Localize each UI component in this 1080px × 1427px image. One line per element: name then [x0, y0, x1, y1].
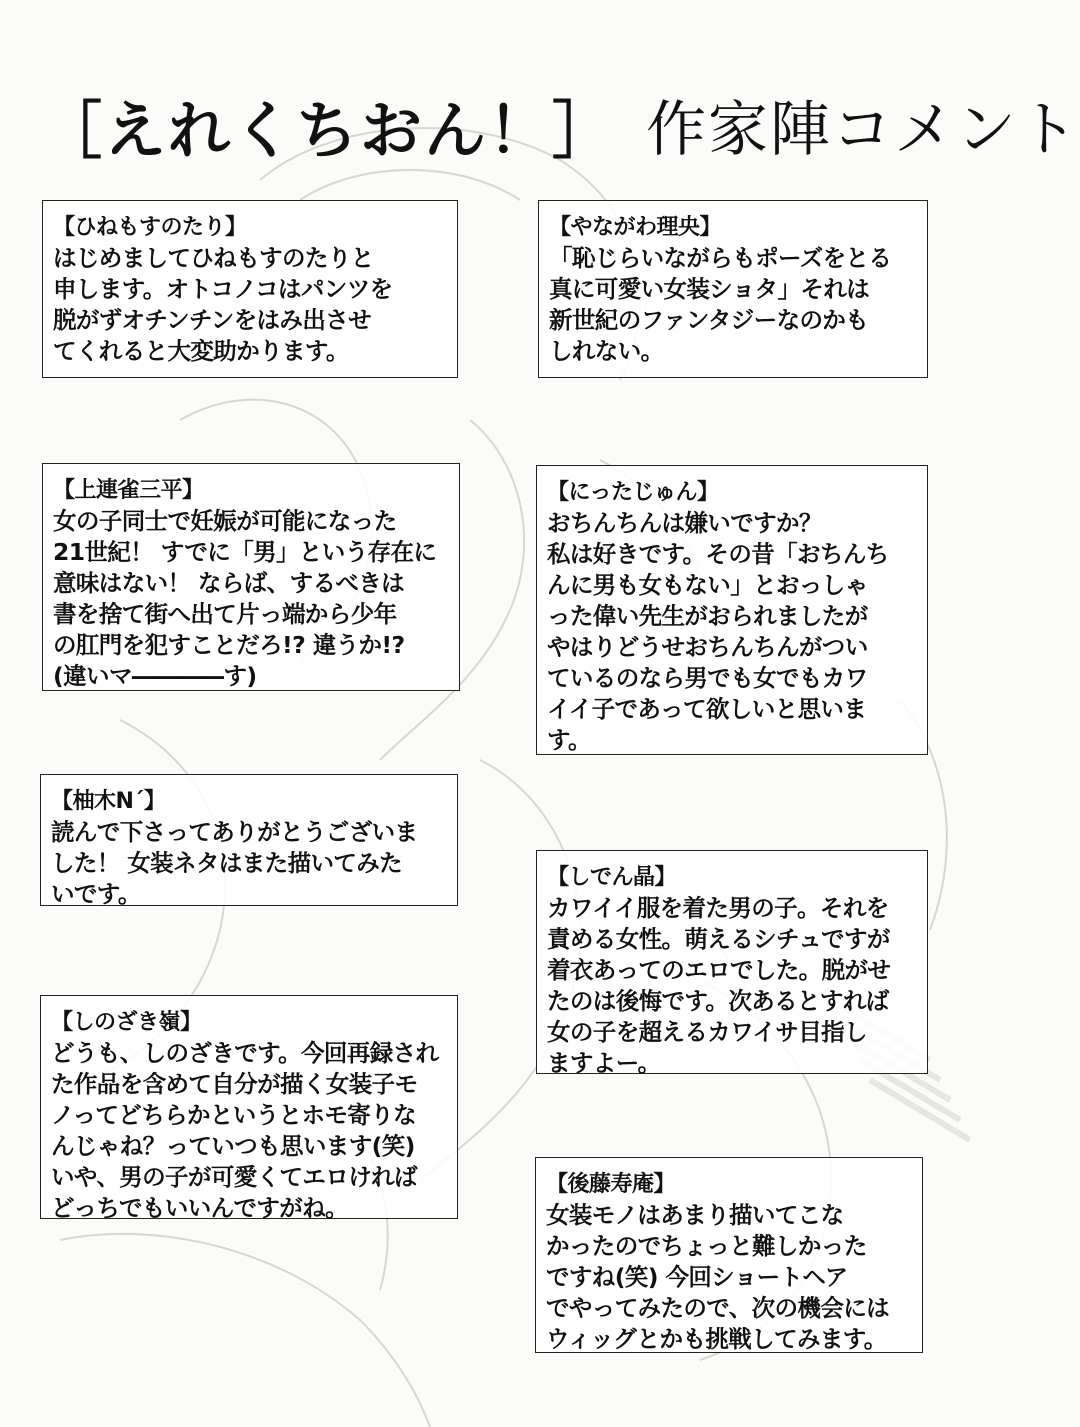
comment-line: ウィッグとかも挑戦してみます。: [546, 1325, 887, 1353]
comment-line: カワイイ服を着た男の子。それを: [547, 894, 889, 922]
comment-line: どっちでもいいんですがね。: [51, 1194, 348, 1222]
comment-line: ですね(笑) 今回ショートヘア: [546, 1263, 848, 1291]
author-name: 【しでん晶】: [547, 865, 677, 890]
author-name: 【柚木N´】: [51, 789, 166, 814]
comment-line: 真に可愛い女装ショタ」それは: [549, 275, 870, 303]
comment-box-2: [538, 200, 928, 378]
comment-line: おちんちんは嫌いですか？: [547, 509, 822, 537]
comment-line: かったのでちょっと難しかった: [546, 1232, 867, 1260]
title-main: ［えれくちおん！］: [40, 93, 617, 167]
comment-box-3: [42, 463, 460, 691]
comment-box-5: [40, 774, 458, 906]
comment-line: 女の子同士で妊娠が可能になった: [53, 507, 397, 535]
comment-line: 書を捨て街へ出て片っ端から少年: [53, 600, 397, 628]
comment-line: 私は好きです。その昔「おちんち: [547, 540, 889, 568]
comment-line: 脱がずオチンチンをはみ出させ: [53, 306, 372, 334]
comment-line: (違いマ――――す): [53, 662, 257, 690]
comment-line: の肛門を犯すことだろ!? 違うか!?: [53, 631, 405, 659]
comment-line: した！ 女装ネタはまた描いてみた: [51, 849, 403, 877]
comment-box-6: [536, 850, 928, 1077]
comment-line: 着衣あってのエロでした。脱がせ: [547, 956, 891, 984]
comment-line: 意味はない！ ならば、するべきは: [53, 569, 405, 597]
comment-line: どうも、しのざきです。今回再録され: [51, 1039, 439, 1067]
comment-box-7: [40, 995, 458, 1222]
comment-line: てくれると大変助かります。: [53, 337, 349, 365]
comment-box-4: [536, 465, 928, 755]
comment-line: 申します。オトコノコはパンツを: [53, 275, 393, 303]
comment-line: んに男も女もない」とおっしゃ: [547, 571, 868, 599]
comment-box-1: [42, 200, 458, 378]
comment-line: 女装モノはあまり描いてこな: [546, 1201, 844, 1229]
comment-line: 責める女性。萌えるシチュですが: [547, 925, 890, 953]
author-name: 【しのざき嶺】: [51, 1010, 202, 1035]
author-name: 【上連雀三平】: [53, 478, 204, 503]
comment-line: やはりどうせおちんちんがつい: [547, 633, 868, 661]
comment-line: いや、男の子が可愛くてエロければ: [51, 1163, 417, 1191]
comment-line: いです。: [51, 880, 141, 908]
comment-line: った偉い先生がおられましたが: [547, 602, 868, 630]
title-sub: 作家陣コメント: [646, 95, 1080, 165]
author-name: 【後藤寿庵】: [546, 1172, 676, 1197]
comment-line: んじゃね？っていつも思います(笑): [51, 1132, 415, 1160]
comment-line: た作品を含めて自分が描く女装子モ: [51, 1070, 418, 1098]
author-name: 【やながわ理央】: [549, 215, 722, 240]
comment-line: しれない。: [549, 337, 664, 365]
comment-line: たのは後悔です。次あるとすれば: [547, 987, 889, 1015]
comment-line: ノってどちらかというとホモ寄りな: [51, 1101, 416, 1129]
comment-line: ているのなら男でも女でもカワ: [547, 664, 868, 692]
comment-line: 「恥じらいながらもポーズをとる: [549, 244, 892, 272]
comment-box-8: [535, 1157, 923, 1353]
comment-line: 新世紀のファンタジーなのかも: [549, 306, 869, 334]
comment-line: 21世紀！ すでに「男」という存在に: [53, 538, 437, 566]
page-title: [40, 80, 1080, 170]
comment-line: 読んで下さってありがとうございま: [51, 818, 418, 846]
comment-line: でやってみたので、次の機会には: [546, 1294, 890, 1322]
comment-line: イイ子であって欲しいと思いま: [547, 695, 867, 723]
author-name: 【ひねもすのたり】: [53, 215, 247, 240]
comment-line: ますよー。: [547, 1049, 661, 1077]
comment-line: す。: [547, 726, 591, 754]
comment-line: 女の子を超えるカワイサ目指し: [547, 1018, 867, 1046]
comment-line: はじめましてひねもすのたりと: [53, 244, 374, 272]
author-name: 【にったじゅん】: [547, 480, 719, 505]
